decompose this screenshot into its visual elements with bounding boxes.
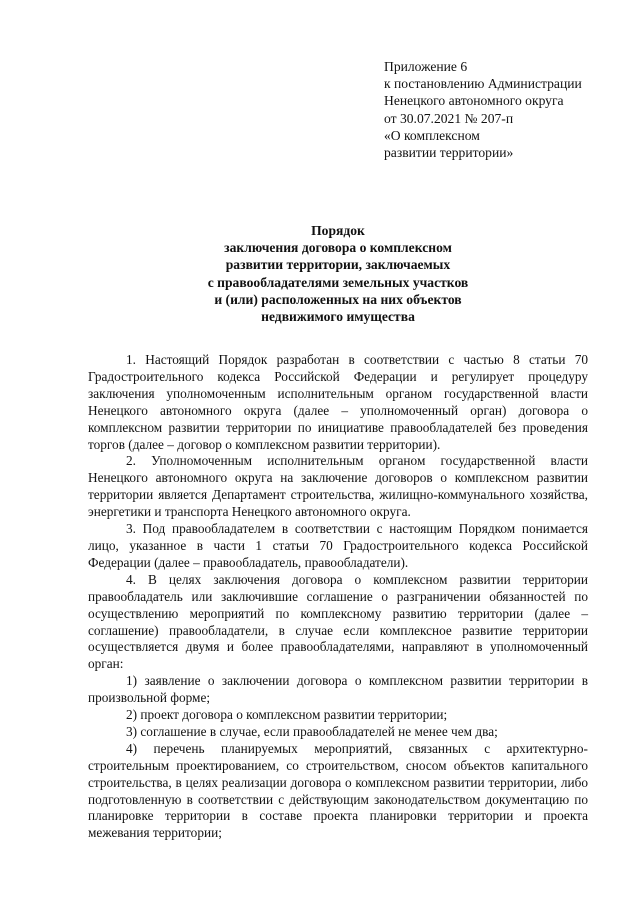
paragraph-2: 2. Уполномоченным исполнительным органом государственной власти Ненецкого автономного округа на заключение договоров о комплексном развитии территории является Департамент строительства, жилищно-коммунального хозяйства, энергетики и транспорта Ненецкого автономного округа. — [88, 453, 588, 520]
annex-line: «О комплексном — [384, 127, 480, 143]
list-item-1: 1) заявление о заключении договора о комплексном развитии территории в произвольной форме; — [88, 673, 588, 706]
annex-line: Приложение 6 — [384, 59, 468, 74]
title-line: развитии территории, заключаемых — [225, 257, 451, 273]
title-line: недвижимого имущества — [261, 309, 415, 325]
title-line: Порядок — [311, 223, 365, 238]
annex-header — [384, 58, 614, 161]
annex-line: развитии территории» — [384, 145, 514, 161]
annex-line: от 30.07.2021 № 207-п — [384, 110, 514, 126]
title-line: и (или) расположенных на них объектов — [214, 291, 462, 307]
annex-line: Ненецкого автономного округа — [384, 93, 564, 109]
title-line: с правообладателями земельных участков — [207, 274, 469, 290]
paragraph-1: 1. Настоящий Порядок разработан в соответствии с частью 8 статьи 70 Градостроительного кодекса Российской Федерации и регулирует процедуру заключения уполномоченным исполнительным органом государственной власти Ненецкого автономного округа (далее – уполномоченный орган) договора о комплексном развитии территории по инициативе правообладателей без проведения торгов (далее – договор о комплексном развитии территории). — [88, 352, 588, 452]
list-item-2: 2) проект договора о комплексном развитии территории; — [126, 707, 448, 723]
annex-line: к постановлению Администрации — [384, 76, 582, 92]
paragraph-4: 4. В целях заключения договора о комплексном развитии территории правообладатель или заключившие соглашение о разграничении обязанностей по осуществлению мероприятий по комплексному развитию территории (далее – соглашение) правообладатели, в случае если комплексное развитие территории осуществляется двумя и более правообладателями, направляют в уполномоченный орган: — [88, 571, 588, 672]
list-item-3: 3) соглашение в случае, если правообладателей не менее чем два; — [126, 723, 498, 739]
document-body — [88, 352, 588, 842]
title-line: заключения договора о комплексном — [224, 240, 452, 256]
paragraph-3: 3. Под правообладателем в соответствии с настоящим Порядком понимается лицо, указанное в части 1 статьи 70 Градостроительного кодекса Российской Федерации (далее – правообладатель, правообладатели). — [88, 521, 588, 570]
list-item-4: 4) перечень планируемых мероприятий, связанных с архитектурно-строительным проектированием, со строительством, сносом объектов капитального строительства, в целях реализации договора о комплексном развитии территории, либо подготовленную в соответствии с действующим законодательством документацию по планировке территории в составе проекта планировки территории и проекта межевания территории; — [88, 740, 588, 841]
document-title — [88, 222, 588, 325]
